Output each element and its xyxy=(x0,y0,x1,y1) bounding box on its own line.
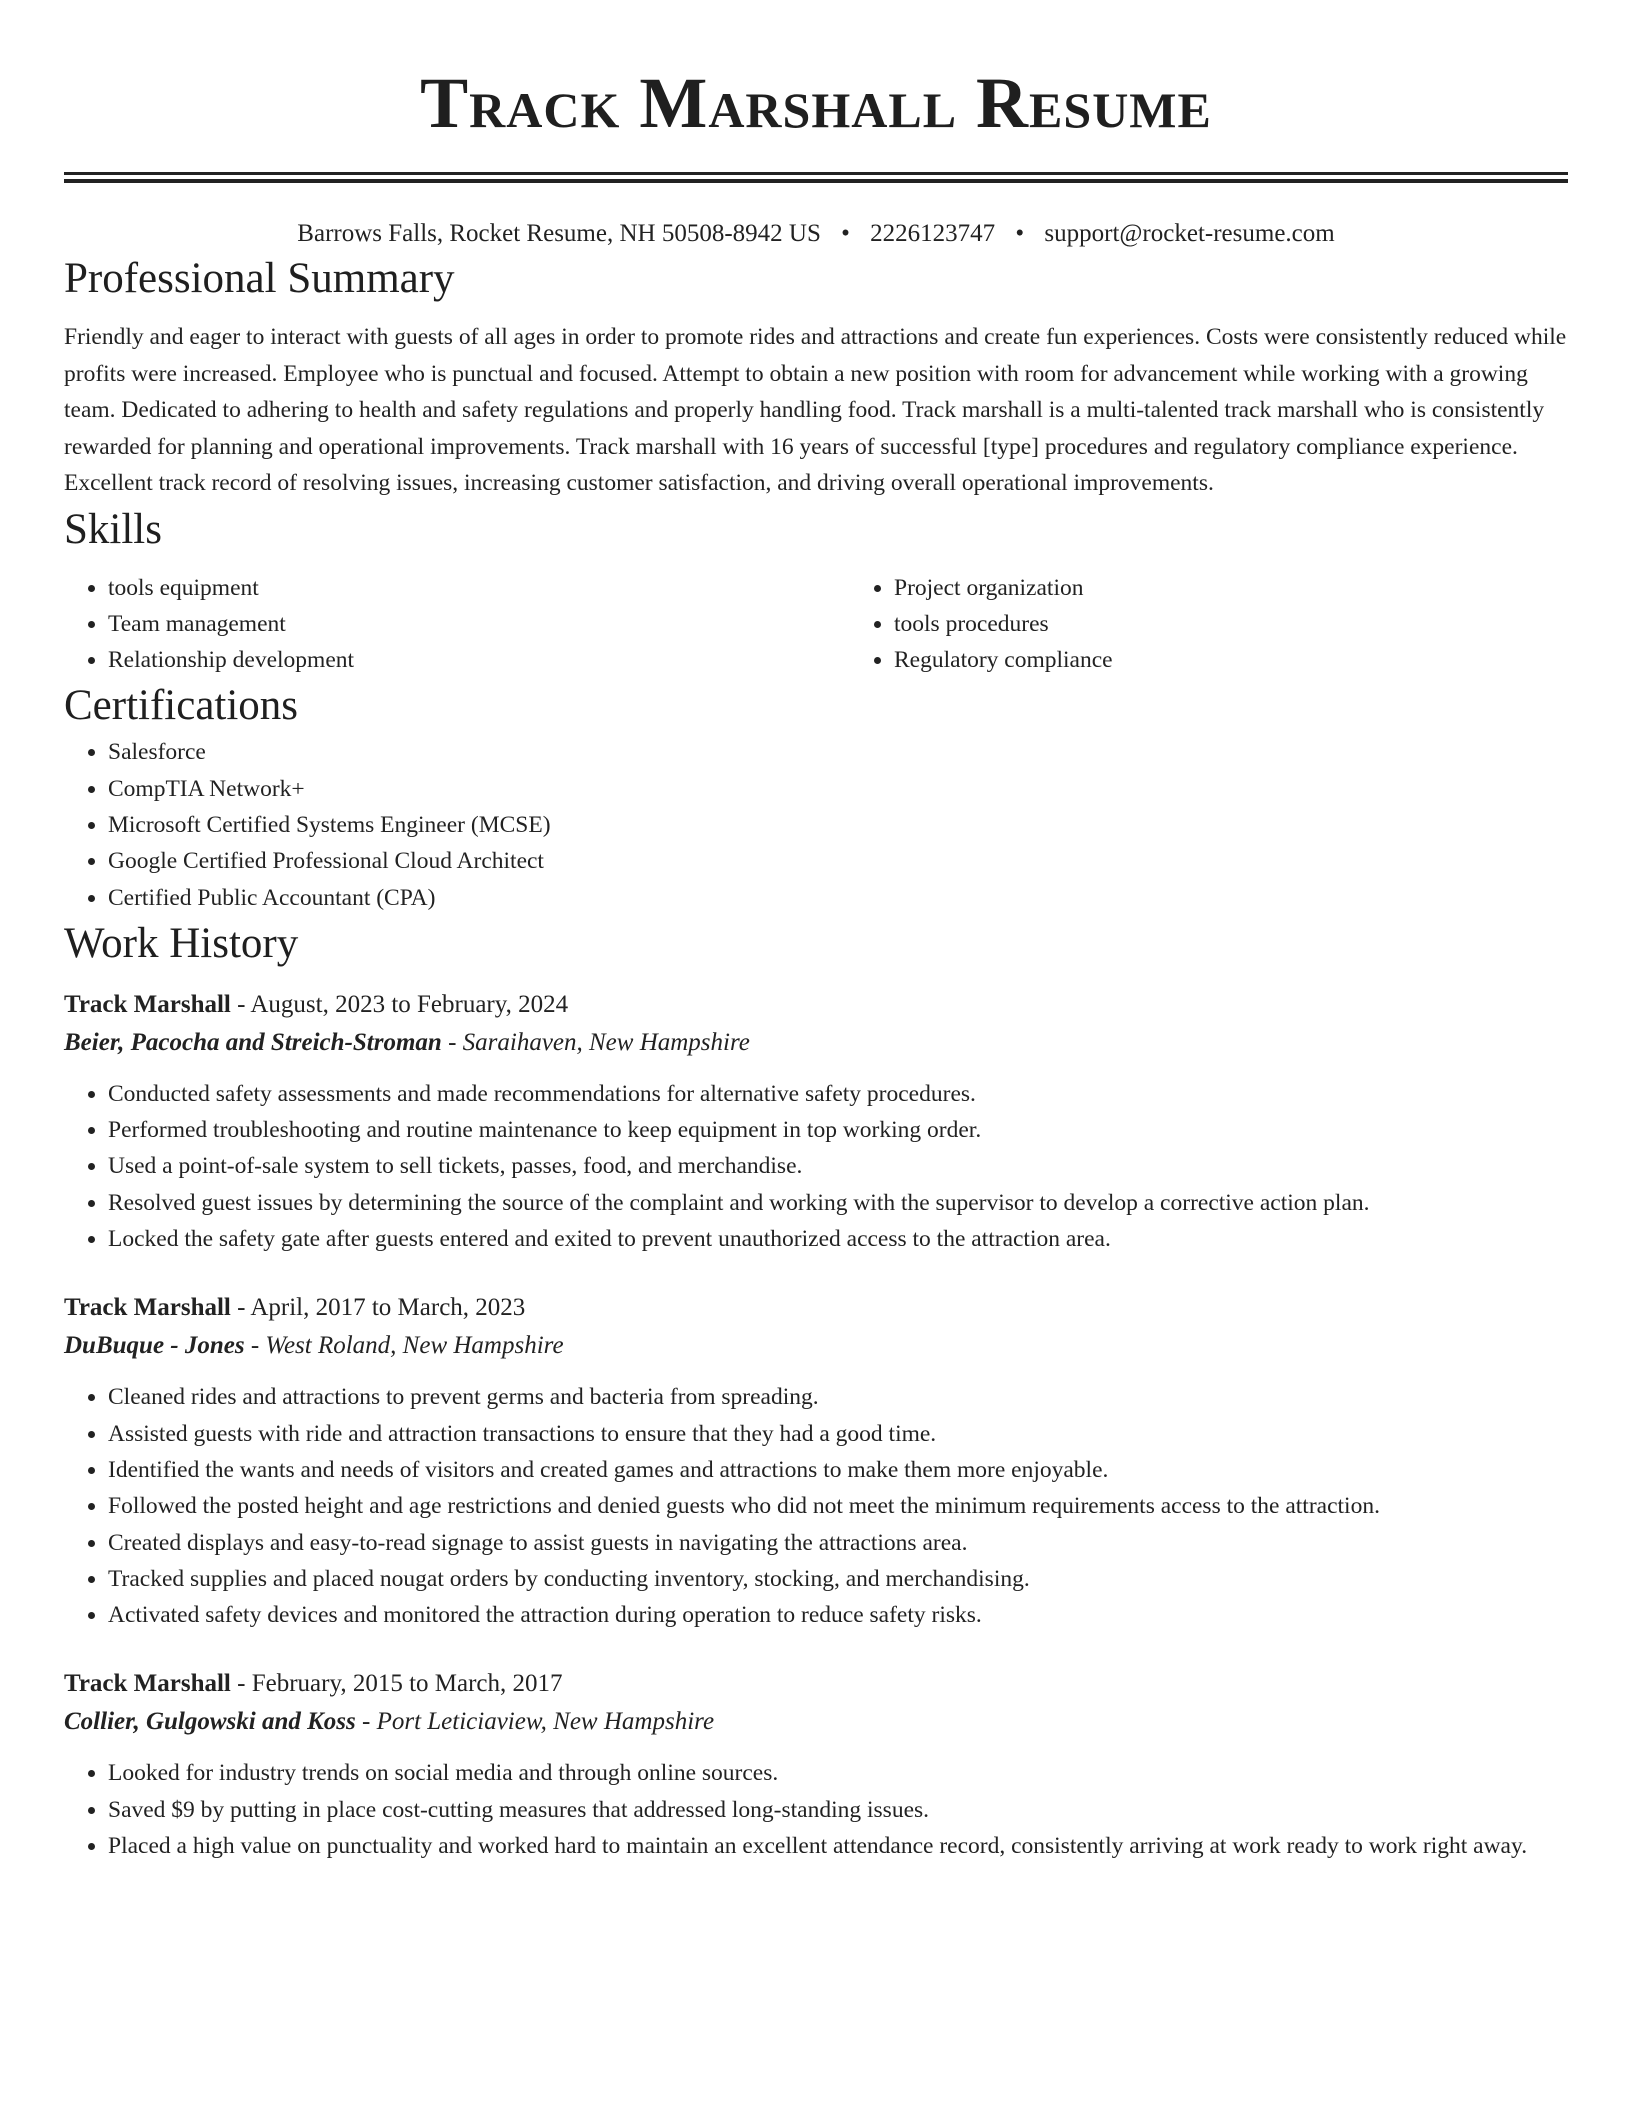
certification-item: • Microsoft Certified Systems Engineer (MCSE) xyxy=(108,807,1568,843)
job-bullet: • Tracked supplies and placed nougat orders by conducting inventory, stocking, and merchandising. xyxy=(108,1561,1568,1597)
skills-list-right xyxy=(850,570,1632,679)
job-bullets xyxy=(64,1076,1568,1257)
job-company-line xyxy=(64,1327,1568,1365)
skills-columns xyxy=(64,570,1568,679)
skill-item: • tools procedures xyxy=(894,606,1632,642)
job-title: Track Marshall xyxy=(64,1294,231,1322)
job-bullet: • Used a point-of-sale system to sell tickets, passes, food, and merchandise. xyxy=(108,1148,1568,1184)
contact-email: support@rocket-resume.com xyxy=(1044,220,1335,247)
job-bullet: • Looked for industry trends on social media and through online sources. xyxy=(108,1755,1568,1791)
job-bullet: • Placed a high value on punctuality and worked hard to maintain an excellent attendance record, consistently arriving at work ready to work right away. xyxy=(108,1828,1568,1864)
certification-item: • Google Certified Professional Cloud Architect xyxy=(108,843,1568,879)
job-bullets xyxy=(64,1379,1568,1633)
job-bullet: • Locked the safety gate after guests entered and exited to prevent unauthorized access to the attraction area. xyxy=(108,1221,1568,1257)
summary-text: Friendly and eager to interact with guests of all ages in order to promote rides and attractions and create fun experiences. Costs were consistently reduced while profits were increased. Employee who is punctual and focused. Attempt to obtain a new position with room for advancement while working with a growing team. Dedicated to adhering to health and safety regulations and properly handling food. Track marshall is a multi-talented track marshall who is consistently rewarded for planning and operational improvements. Track marshall with 16 years of successful [type] procedures and regulatory compliance experience. Excellent track record of resolving issues, increasing customer satisfaction, and driving overall operational improvements. xyxy=(64,324,1567,496)
job-bullet: • Assisted guests with ride and attraction transactions to ensure that they had a good time. xyxy=(108,1416,1568,1452)
work-history-heading: Work History xyxy=(64,919,299,967)
title-double-rule xyxy=(64,172,1568,183)
skill-item: • Project organization xyxy=(894,570,1632,606)
skill-item: • Relationship development xyxy=(108,642,850,678)
certification-item: • CompTIA Network+ xyxy=(108,771,1568,807)
certification-item: • Certified Public Accountant (CPA) xyxy=(108,880,1568,916)
job-bullet: • Resolved guest issues by determining the source of the complaint and working with the supervisor to develop a corrective action plan. xyxy=(108,1185,1568,1221)
job-bullet: • Conducted safety assessments and made recommendations for alternative safety procedures. xyxy=(108,1076,1568,1112)
skills-list-left xyxy=(64,570,850,679)
job-company-line xyxy=(64,1024,1568,1062)
contact-line xyxy=(64,217,1568,251)
skill-item: • tools equipment xyxy=(108,570,850,606)
job-bullet: • Identified the wants and needs of visitors and created games and attractions to make them more enjoyable. xyxy=(108,1452,1568,1488)
job-dates: - April, 2017 to March, 2023 xyxy=(230,1294,526,1322)
job-company: DuBuque - Jones xyxy=(64,1332,245,1360)
contact-phone: 2226123747 xyxy=(870,220,996,247)
contact-address: Barrows Falls, Rocket Resume, NH 50508-8942 US xyxy=(297,220,821,247)
job-bullet: • Created displays and easy-to-read signage to assist guests in navigating the attractions area. xyxy=(108,1525,1568,1561)
job-bullet: • Followed the posted height and age restrictions and denied guests who did not meet the minimum requirements access to the attraction. xyxy=(108,1488,1568,1524)
job-bullet: • Cleaned rides and attractions to prevent germs and bacteria from spreading. xyxy=(108,1379,1568,1415)
job-entry xyxy=(64,986,1568,1257)
job-bullet: • Saved $9 by putting in place cost-cutting measures that addressed long-standing issues. xyxy=(108,1792,1568,1828)
job-bullet: • Activated safety devices and monitored the attraction during operation to reduce safety risks. xyxy=(108,1597,1568,1633)
job-company-line xyxy=(64,1703,1568,1741)
job-title-line xyxy=(64,1665,1568,1703)
certifications-list xyxy=(64,734,1568,915)
summary-heading: Professional Summary xyxy=(64,255,455,302)
contact-separator: • xyxy=(841,220,850,247)
job-title: Track Marshall xyxy=(64,1670,231,1698)
job-title: Track Marshall xyxy=(64,990,231,1018)
job-entry xyxy=(64,1665,1568,1864)
job-title-line xyxy=(64,1289,1568,1327)
certification-item: • Salesforce xyxy=(108,734,1568,770)
job-company: Collier, Gulgowski and Koss xyxy=(64,1708,356,1736)
job-company: Beier, Pacocha and Streich-Stroman xyxy=(64,1028,442,1056)
job-title-line xyxy=(64,986,1568,1024)
skill-item: • Regulatory compliance xyxy=(894,642,1632,678)
job-bullet: • Performed troubleshooting and routine maintenance to keep equipment in top working order. xyxy=(108,1112,1568,1148)
skills-heading: Skills xyxy=(64,505,162,553)
job-entry xyxy=(64,1289,1568,1633)
job-bullets xyxy=(64,1755,1568,1864)
resume-title: Track Marshall Resume xyxy=(420,63,1212,143)
contact-separator: • xyxy=(1015,220,1025,247)
certifications-heading: Certifications xyxy=(64,682,299,730)
job-location: - West Roland, New Hampshire xyxy=(244,1332,564,1360)
job-dates: - August, 2023 to February, 2024 xyxy=(230,990,569,1018)
job-dates: - February, 2015 to March, 2017 xyxy=(230,1670,563,1698)
job-location: - Saraihaven, New Hampshire xyxy=(441,1028,750,1056)
job-location: - Port Leticiaview, New Hampshire xyxy=(355,1708,715,1736)
skill-item: • Team management xyxy=(108,606,850,642)
